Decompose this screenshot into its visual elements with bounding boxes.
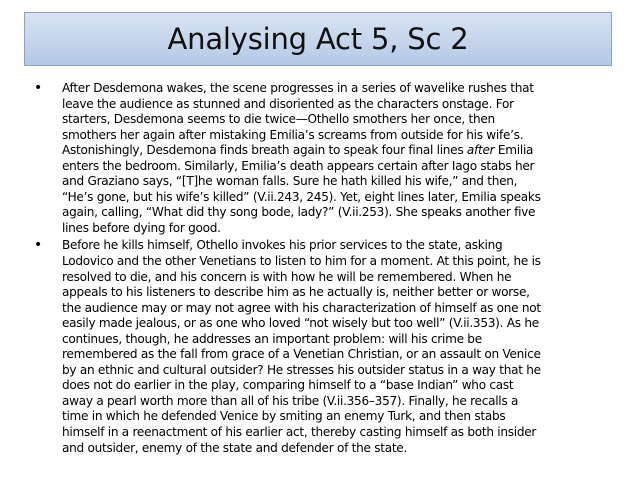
text-line: resolved to die, and his concern is with how he will be remembered. When he <box>62 269 512 284</box>
bullet-marker: • <box>34 80 42 96</box>
text-line: Lodovico and the other Venetians to listen to him for a moment. At this point, he is <box>62 254 541 269</box>
text-line: appeals to his listeners to describe him as he actually is, neither better or worse, <box>62 285 530 300</box>
text-line: by an ethnic and cultural outsider? He stresses his outsider status in a way that he <box>62 362 541 377</box>
text-segment: Astonishingly, Desdemona finds breath again to speak four final lines <box>62 143 467 158</box>
text-line: and outsider, enemy of the state and defender of the state. <box>62 440 408 455</box>
italic-emphasis: after <box>466 143 495 158</box>
bullet-item <box>34 81 604 236</box>
text-line: leave the audience as stunned and disoriented as the characters onstage. For <box>62 96 514 111</box>
text-line: Before he kills himself, Othello invokes his prior services to the state, asking <box>62 238 503 253</box>
text-line: starters, Desdemona seems to die twice—Othello smothers her once, then <box>62 112 495 127</box>
bullet-text <box>62 81 604 236</box>
text-line: away a pearl worth more than all of his tribe (V.ii.356–357). Finally, he recalls a <box>62 393 519 408</box>
text-line: the audience may or may not agree with his characterization of himself as one not <box>62 300 541 315</box>
text-line: enters the bedroom. Similarly, Emilia’s death appears certain after Iago stabs her <box>62 158 535 173</box>
text-line: lines before dying for good. <box>62 220 221 235</box>
text-line: After Desdemona wakes, the scene progresses in a series of wavelike rushes that <box>62 81 534 95</box>
text-line: smothers her again after mistaking Emilia’s screams from outside for his wife’s. <box>62 127 524 142</box>
slide-title-box <box>24 12 612 66</box>
text-line: himself in a reenactment of his earlier act, thereby casting himself as both insider <box>62 425 537 440</box>
bullet-marker: • <box>34 237 42 254</box>
bullet-item <box>34 238 604 456</box>
text-line: easily made jealous, or as one who loved “not wisely but too well” (V.ii.353). As he <box>62 316 539 331</box>
text-line: time in which he defended Venice by smiting an enemy Turk, and then stabs <box>62 409 506 424</box>
bullet-text <box>62 238 604 456</box>
text-line: remembered as the fall from grace of a Venetian Christian, or an assault on Venice <box>62 347 541 362</box>
text-line: and Graziano says, “[T]he woman falls. Sure he hath killed his wife,” and then, <box>62 174 518 189</box>
text-line: does not do earlier in the play, comparing himself to a “base Indian” who cast <box>62 378 514 393</box>
text-line: continues, though, he addresses an important problem: will his crime be <box>62 331 482 346</box>
text-line: again, calling, “What did thy song bode, lady?” (V.ii.253). She speaks another five <box>62 205 536 220</box>
slide-body <box>34 81 604 456</box>
text-segment: Emilia <box>494 143 534 158</box>
text-line: “He’s gone, but his wife’s killed” (V.ii.243, 245). Yet, eight lines later, Emilia speaks <box>62 189 541 204</box>
slide-title: Analysing Act 5, Sc 2 <box>167 22 469 56</box>
text-line <box>62 143 604 159</box>
